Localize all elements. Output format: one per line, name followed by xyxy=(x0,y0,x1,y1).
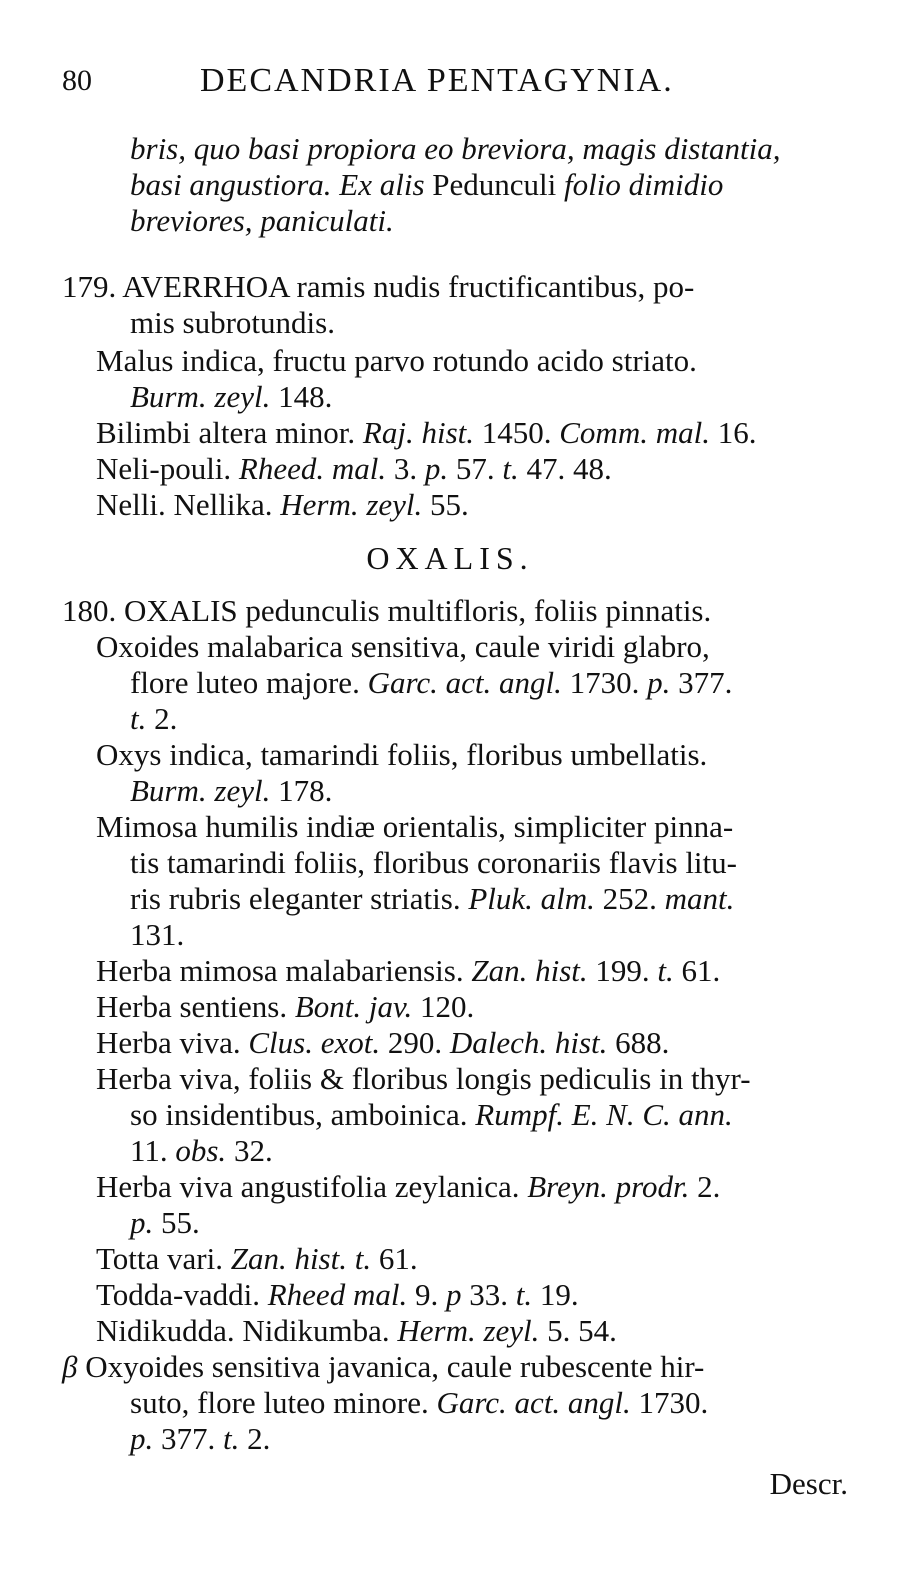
text-line xyxy=(130,130,780,168)
text-line xyxy=(130,772,332,810)
roman-run: flore luteo majore. xyxy=(130,665,368,700)
roman-run: 290. xyxy=(387,1025,450,1060)
genus-heading: OXALIS. xyxy=(366,540,534,576)
roman-run: Neli-pouli. xyxy=(96,451,239,486)
italic-run: t. xyxy=(657,953,682,988)
text-line xyxy=(96,1168,720,1206)
italic-run: folio dimidio xyxy=(564,167,724,202)
roman-run: Oxoides malabarica sensitiva, caule viridi glabro, xyxy=(96,629,710,664)
roman-run: 148. xyxy=(278,379,333,414)
italic-run: p. xyxy=(647,665,679,700)
catchword: Descr. xyxy=(769,1466,848,1501)
roman-run: 199. xyxy=(595,953,658,988)
text-line xyxy=(96,1276,579,1314)
roman-run: 33. xyxy=(469,1277,516,1312)
italic-run: Breyn. prodr. xyxy=(527,1169,698,1204)
text-line xyxy=(130,304,335,342)
text-line xyxy=(130,166,723,204)
text-line xyxy=(96,1312,617,1350)
italic-run: Rheed mal. xyxy=(267,1277,415,1312)
roman-run: Nelli. Nellika. xyxy=(96,487,281,522)
roman-run: Herba mimosa malabariensis. xyxy=(96,953,472,988)
text-line xyxy=(130,1384,708,1422)
roman-run: Bilimbi altera minor. xyxy=(96,415,363,450)
roman-run: 688. xyxy=(615,1025,670,1060)
italic-run: t. xyxy=(502,451,527,486)
roman-run: Todda-vaddi. xyxy=(96,1277,268,1312)
roman-run: 9. xyxy=(414,1277,446,1312)
roman-run: 11. xyxy=(130,1133,176,1168)
text-line xyxy=(96,450,612,488)
text-line xyxy=(96,486,469,524)
roman-run: 5. 54. xyxy=(547,1313,617,1348)
text-line xyxy=(96,952,720,990)
roman-run: mis subrotundis. xyxy=(130,305,335,340)
roman-run: tis tamarindi foliis, floribus coronariis flavis litu- xyxy=(130,845,737,880)
roman-run: 377. xyxy=(161,1421,223,1456)
italic-run: Burm. zeyl. xyxy=(130,773,279,808)
roman-run: Malus indica, fructu parvo rotundo acido striato. xyxy=(96,343,697,378)
roman-run: 2. xyxy=(154,701,178,736)
roman-run: 2. xyxy=(697,1169,721,1204)
italic-run: bris, quo basi propiora eo breviora, magis distantia, xyxy=(130,131,781,166)
roman-run: Oxys indica, tamarindi foliis, floribus umbellatis. xyxy=(96,737,708,772)
roman-run: Herba viva, foliis & floribus longis pediculis in thyr- xyxy=(96,1061,751,1096)
roman-run: 16. xyxy=(717,415,757,450)
text-line xyxy=(96,414,756,452)
italic-run: Burm. zeyl. xyxy=(130,379,279,414)
italic-run: Zan. hist. xyxy=(471,953,596,988)
roman-run: 120. xyxy=(419,989,475,1024)
roman-run: 252. xyxy=(602,881,665,916)
italic-run: Clus. exot. xyxy=(248,1025,388,1060)
italic-run: Dalech. hist. xyxy=(449,1025,616,1060)
italic-run: Rumpf. E. N. C. ann. xyxy=(475,1097,733,1132)
text-line xyxy=(62,592,711,630)
text-line xyxy=(96,808,733,846)
roman-run: Herba sentiens. xyxy=(96,989,295,1024)
roman-run: 3. xyxy=(393,451,425,486)
italic-run: mant. xyxy=(664,881,735,916)
roman-run: Herba viva angustifolia zeylanica. xyxy=(96,1169,528,1204)
roman-run: 1730. xyxy=(638,1385,709,1420)
text-line xyxy=(130,1132,273,1170)
roman-run: 61. xyxy=(378,1241,418,1276)
roman-run: 55. xyxy=(430,487,469,522)
roman-run: 180. OXALIS pedunculis multifloris, foliis pinnatis. xyxy=(62,593,712,628)
roman-run: 2. xyxy=(247,1421,271,1456)
text-line xyxy=(62,268,694,306)
roman-run: 61. xyxy=(681,953,721,988)
text-line xyxy=(130,1096,733,1134)
roman-run: suto, flore luteo minore. xyxy=(130,1385,437,1420)
roman-run: Totta vari. xyxy=(96,1241,231,1276)
text-line xyxy=(62,1348,704,1386)
page-number: 80 xyxy=(62,64,92,97)
text-line xyxy=(96,1240,418,1278)
roman-run: so insidentibus, amboinica. xyxy=(130,1097,476,1132)
roman-run: 32. xyxy=(233,1133,273,1168)
italic-run: Garc. act. angl. xyxy=(436,1385,639,1420)
italic-run: basi angustiora. Ex alis xyxy=(130,167,433,202)
text-line xyxy=(130,880,734,918)
italic-run: p. xyxy=(130,1205,161,1240)
italic-run: Herm. zeyl. xyxy=(397,1313,548,1348)
roman-run: 1450. xyxy=(481,415,560,450)
italic-run: Zan. hist. t. xyxy=(230,1241,379,1276)
text-line xyxy=(96,342,697,380)
text-line xyxy=(130,916,184,954)
roman-run: Pedunculi xyxy=(432,167,565,202)
roman-run: Nidikudda. Nidikumba. xyxy=(96,1313,398,1348)
roman-run: 131. xyxy=(130,917,185,952)
italic-run: Herm. zeyl. xyxy=(280,487,431,522)
italic-run: obs. xyxy=(175,1133,234,1168)
italic-run: p. xyxy=(424,451,456,486)
italic-run: Pluk. alm. xyxy=(468,881,603,916)
text-line xyxy=(96,1024,669,1062)
roman-run: 1730. xyxy=(569,665,648,700)
italic-run: Rheed. mal. xyxy=(238,451,394,486)
roman-run: 377. xyxy=(678,665,733,700)
page-title: DECANDRIA PENTAGYNIA. xyxy=(200,62,674,99)
italic-run: Garc. act. angl. xyxy=(367,665,570,700)
roman-run: ris rubris eleganter striatis. xyxy=(130,881,469,916)
roman-run: Oxyoides sensitiva javanica, caule rubescente hir- xyxy=(85,1349,705,1384)
text-line xyxy=(96,628,710,666)
text-line xyxy=(130,664,732,702)
roman-run: 57. xyxy=(455,451,503,486)
roman-run: Mimosa humilis indiæ orientalis, simpliciter pinna- xyxy=(96,809,734,844)
italic-run: β xyxy=(62,1349,86,1384)
italic-run: breviores, paniculati. xyxy=(130,203,394,238)
italic-run: p. xyxy=(130,1421,161,1456)
roman-run: 55. xyxy=(161,1205,200,1240)
text-line xyxy=(130,700,177,738)
text-line xyxy=(130,202,394,240)
text-line xyxy=(96,988,474,1026)
text-line xyxy=(130,378,332,416)
text-line xyxy=(96,736,707,774)
italic-run: t. xyxy=(223,1421,248,1456)
text-line xyxy=(130,844,737,882)
italic-run: Raj. hist. xyxy=(362,415,482,450)
italic-run: t. xyxy=(130,701,155,736)
roman-run: 47. 48. xyxy=(526,451,612,486)
text-line xyxy=(130,1420,270,1458)
roman-run: 19. xyxy=(539,1277,579,1312)
roman-run: Herba viva. xyxy=(96,1025,249,1060)
italic-run: t. xyxy=(515,1277,540,1312)
italic-run: Bont. jav. xyxy=(294,989,420,1024)
text-line xyxy=(130,1204,200,1242)
text-line xyxy=(96,1060,751,1098)
roman-run: 179. AVERRHOA ramis nudis fructificantibus, po- xyxy=(62,269,695,304)
roman-run: 178. xyxy=(278,773,333,808)
italic-run: p xyxy=(445,1277,470,1312)
italic-run: Comm. mal. xyxy=(559,415,718,450)
